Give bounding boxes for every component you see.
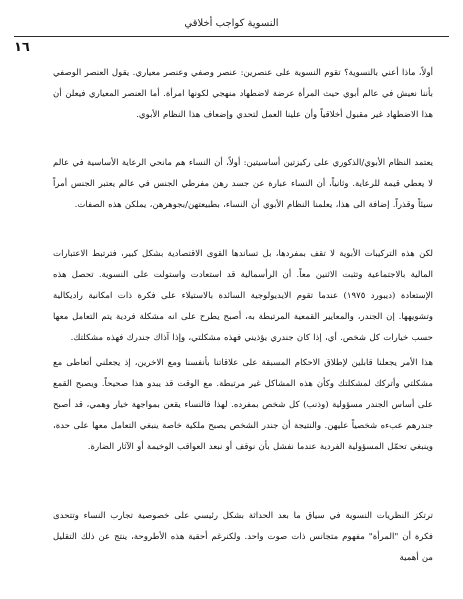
running-header-title: النسوية كواجب أخلاقي [184,18,279,29]
body-paragraph: ترتكز النظريات النسوية في سياق ما بعد الحداثة بشكل رئيسي على خصوصية تجارب النساء وتتحدى فكرة أن "المرأة" مفهوم متجانس ذات صوت واحد. ولكنرغم أحقية هذه الأطروحة، ينتج عن ذلك التقليل من أهمية [53,511,433,563]
header-divider [14,36,449,37]
body-paragraph: لكن هذه التركيبات الأبوية لا تقف بمفردها، بل تساندها القوى الاقتصادية بشكل كبير، فترتبط الاعتبارات المالية بالاجتماعية وتثبت الاثنين معاً. أن الرأسمالية قد استعادت واستولت على النسوية. تحصل هذه الإستعادة (ديبورد ١٩٧٥) عندما تقوم الايديولوجية السائدة بالاستيلاء على فكرة ذات امكانية راديكالية وتشويهها. إن الجندر، والمعايير القمعية المرتبطة به، أصبح يطرح على انه مشكلة فردية يتم التعامل معها حسب خيارات كل شخص. أي، إذا كان جندري يؤذيني فهذه مشكلتي، وإذا آذاك جندرك فهذه مشكلتك. [53,249,433,343]
body-paragraph: هذا الأمر يجعلنا قابلين لإطلاق الاحكام المسبقة على علاقاتنا بأنفسنا ومع الاخرين، إذ يجعلني أتعاطى مع مشكلتي وأتركك لمشكلتك وكأن هذه المشاكل غير مرتبطة. مع الوقت قد يبدو هذا صحيحاً. ويصبح القمع على أساس الجندر مسؤولية (وذنب) كل شخص بمفرده. لهذا فالنساء يقعن بمواجهة خيار وهمي، قد أصبح جندرهم عبءه شخصياً عليهن. والنتيجة أن جندر الشخص يصبح ملكية خاصة ينبغي التعامل معها على حدة، وينبغي تحمّل المسؤولية الفردية عندما نفشل بأن نوقف أو نبعد العواقب الوخيمة أو الآثار الضارة. [53,358,433,452]
body-paragraph: أولاً، ماذا أعني بالنسوية؟ تقوم النسوية على عنصرين: عنصر وصفي وعنصر معياري. يقول العنصر الوصفي بأننا نعيش في عالم أبوي حيث المرأة عرضة لاضطهاد منهجي لكونها امرأة. أما العنصر المعياري فيعلن أن هذا الاضطهاد غير مقبول أخلاقياً وأن علينا العمل لتحدي وإضعاف هذا النظام الأبوي. [53,68,433,120]
page-number: ١٦ [14,40,30,55]
body-paragraph: يعتمد النظام الأبوي/الذكوري على ركيزتين أساسيتين: أولاً، أن النساء هم مانحي الرعاية الأساسية في عالم لا يعطي قيمة للرعاية. وثانياً، أن النساء عبارة عن جسد رهن مفرطي الجنس في عالم يعتبر الجنس أمراً سيئاً وقذراً. إضافة الى هذا، يعلمنا النظام الأبوي أن النساء، بطبيعتهن/بجوهرهن، يملكن هذه الصفات. [53,158,433,210]
